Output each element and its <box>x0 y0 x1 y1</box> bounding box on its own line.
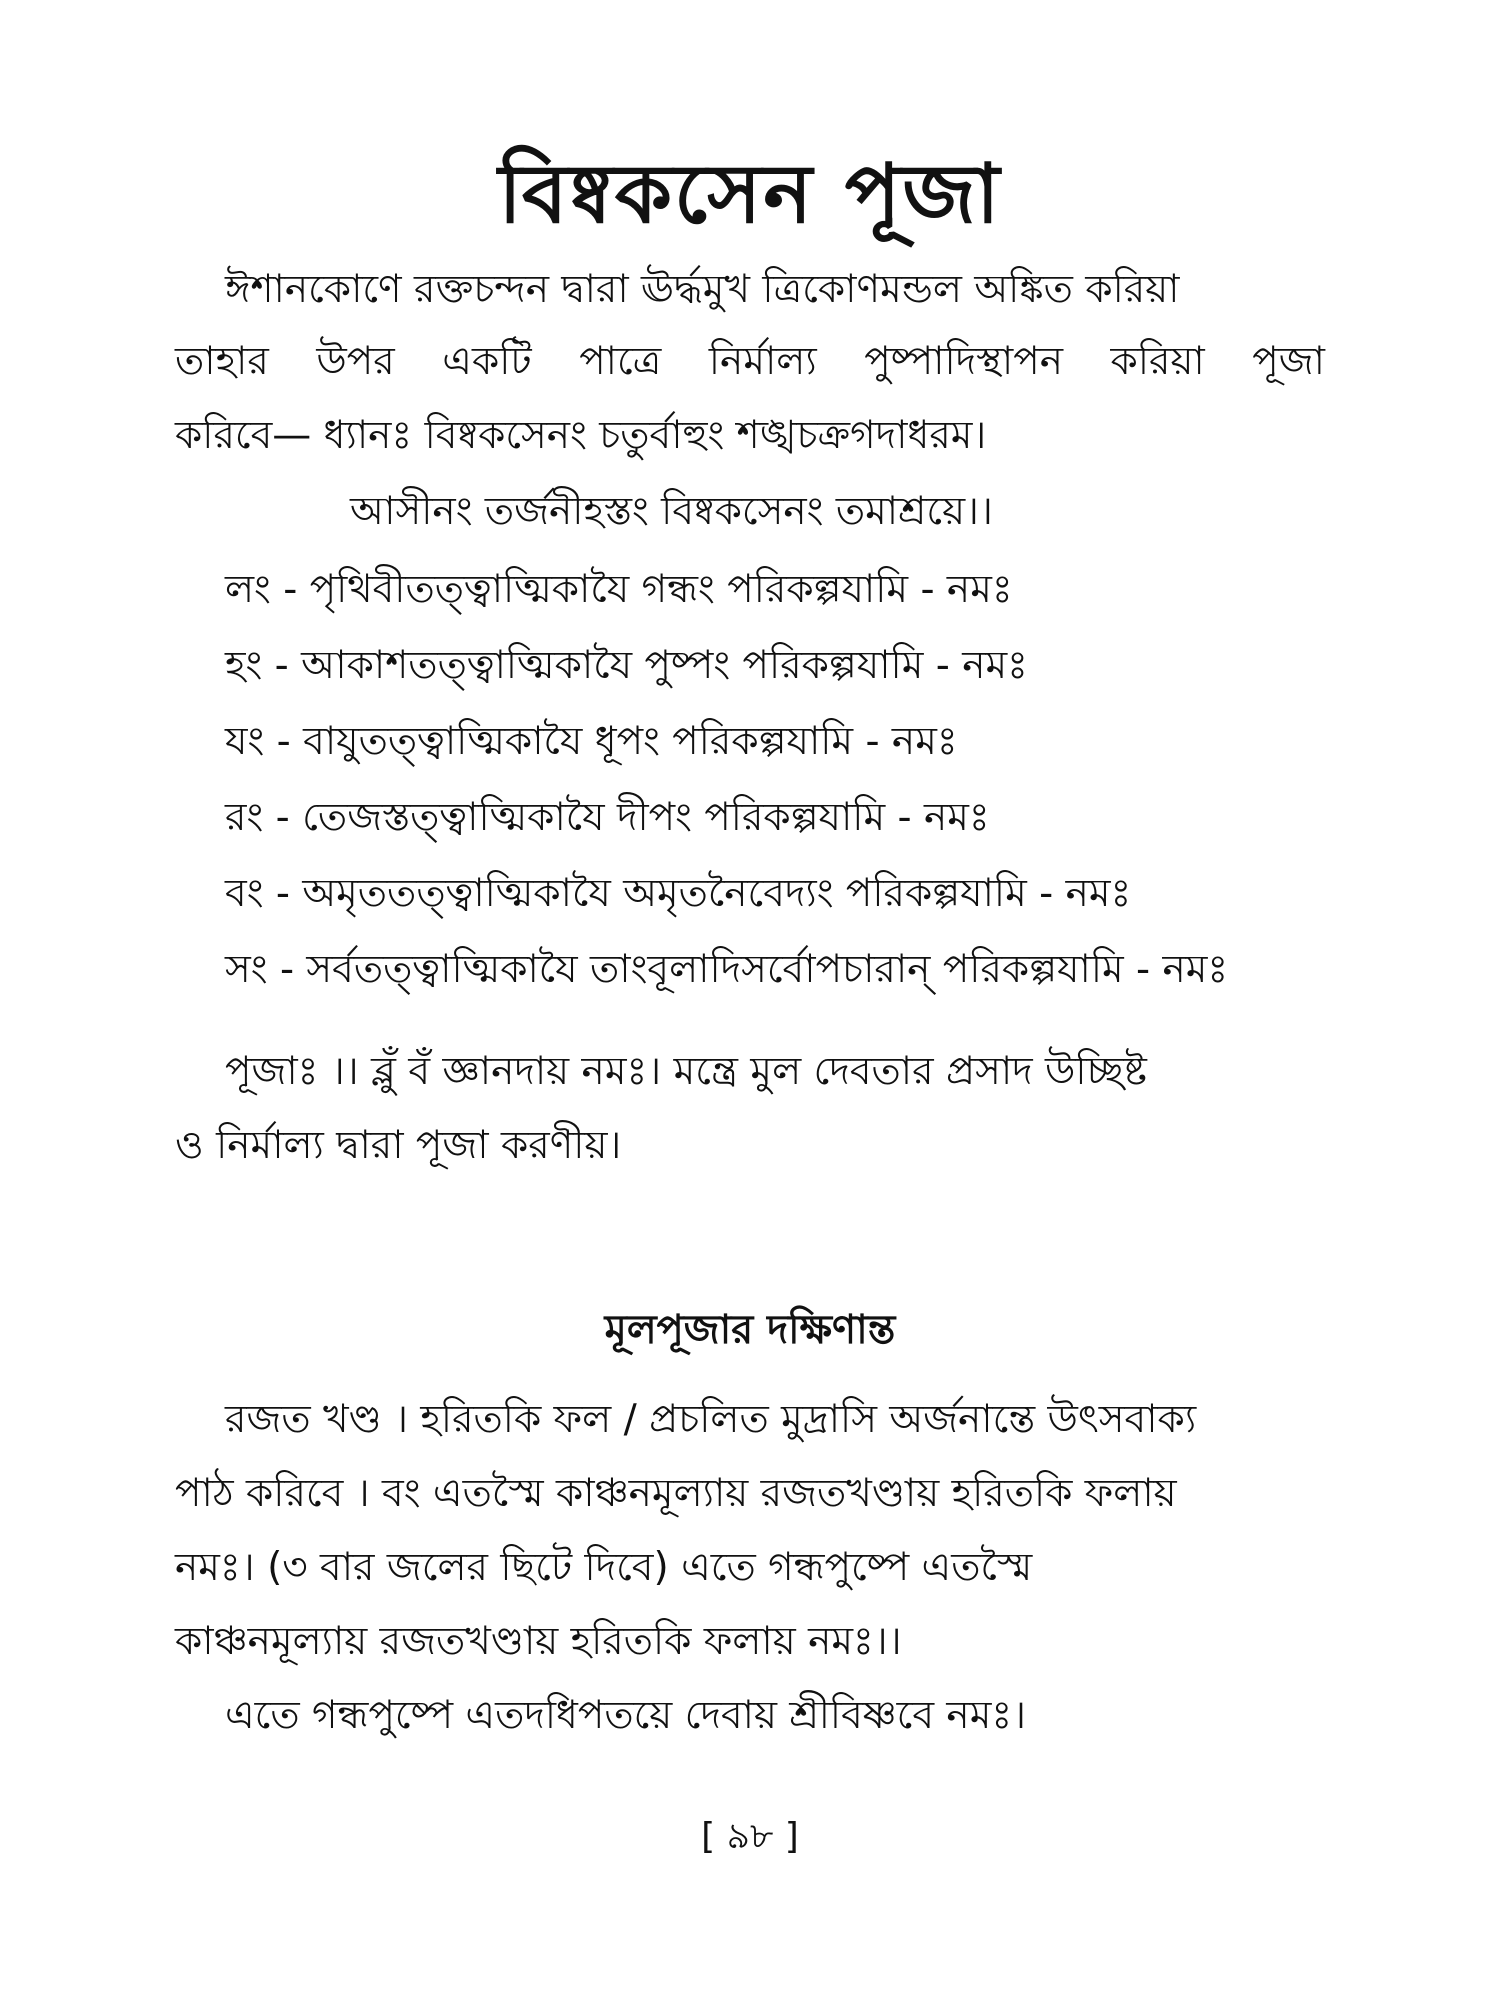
dakshina-line-1: রজত খণ্ড । হরিতকি ফল / প্রচলিত মুদ্রাসি অর্জনান্তে উৎসবাক্য <box>225 1397 1197 1442</box>
dhyana-verse: আসীনং তর্জনীহস্তং বিষ্বকসেনং তমাশ্রয়ে।। <box>350 489 993 534</box>
mantra-line: হং - আকাশতত্ত্বাত্মিকাযৈ পুষ্পং পরিকল্পযামি - নমঃ <box>225 643 1028 688</box>
dakshina-line-2: পাঠ করিবে । বং এতস্মৈ কাঞ্চনমূল্যায় রজতখণ্ডায় হরিতকি ফলায় <box>175 1471 1177 1516</box>
mantra-line: বং - অমৃততত্ত্বাত্মিকাযৈ অমৃতনৈবেদ্যং পরিকল্পযামি - নমঃ <box>225 871 1132 916</box>
intro-line-2: তাহার উপর একটি পাত্রে নির্মাল্য পুষ্পাদিস্থাপন করিয়া পূজা <box>175 339 1325 384</box>
intro-line-3: করিবে— ধ্যানঃ বিষ্বকসেনং চতুর্বাহুং শঙ্খচক্রগদাধরম। <box>175 413 987 458</box>
page-number: [ ৯৮ ] <box>701 1816 799 1857</box>
section-heading: মূলপূজার দক্ষিণান্ত <box>604 1307 896 1353</box>
mantra-line: রং - তেজস্তত্ত্বাত্মিকাযৈ দীপং পরিকল্পযামি - নমঃ <box>225 795 990 840</box>
intro-line-1: ঈশানকোণে রক্তচন্দন দ্বারা ঊর্দ্ধমুখ ত্রিকোণমন্ডল অঙ্কিত করিয়া <box>225 267 1180 312</box>
puja-line-1: পূজাঃ ।। ব্লুঁ বঁ জ্ঞানদায় নমঃ। মন্ত্রে মুল দেবতার প্রসাদ উচ্ছিষ্ট <box>225 1049 1147 1094</box>
dakshina-line-4: কাঞ্চনমূল্যায় রজতখণ্ডায় হরিতকি ফলায় নমঃ।। <box>175 1619 902 1664</box>
mantra-line: যং - বাযুতত্ত্বাত্মিকাযৈ ধূপং পরিকল্পযামি - নমঃ <box>225 719 958 764</box>
mantra-line: সং - সর্বতত্ত্বাত্মিকাযৈ তাংবূলাদিসর্বোপচারান্ পরিকল্পযামি - নমঃ <box>225 947 1229 992</box>
page-title: বিষ্বকসেন পূজা <box>498 147 1002 242</box>
mantra-line: লং - পৃথিবীতত্ত্বাত্মিকাযৈ গন্ধং পরিকল্পযামি - নমঃ <box>225 567 1013 612</box>
puja-line-2: ও নির্মাল্য দ্বারা পূজা করণীয়। <box>175 1123 622 1168</box>
dakshina-line-5: এতে গন্ধপুষ্পে এতদধিপতয়ে দেবায় শ্রীবিষ্ণবে নমঃ। <box>225 1693 1027 1738</box>
dakshina-line-3: নমঃ। (৩ বার জলের ছিটে দিবে) এতে গন্ধপুষ্পে এতস্মৈ <box>175 1545 1033 1590</box>
